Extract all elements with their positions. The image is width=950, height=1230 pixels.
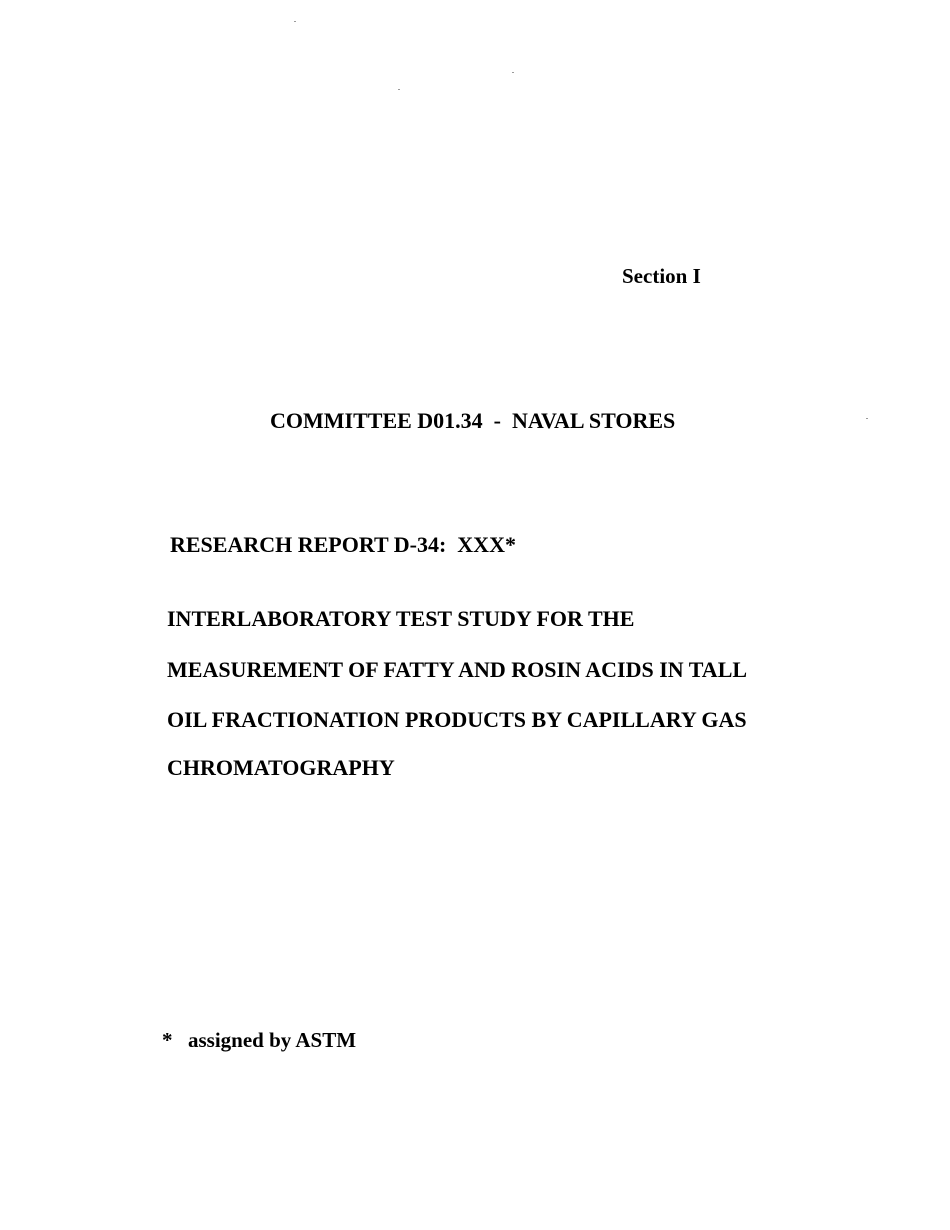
section-heading: Section I bbox=[622, 264, 701, 288]
scan-speck bbox=[512, 72, 514, 73]
report-title-line-4: CHROMATOGRAPHY bbox=[167, 755, 395, 780]
report-title-line-3: OIL FRACTIONATION PRODUCTS BY CAPILLARY GAS bbox=[167, 707, 747, 732]
research-report-number: RESEARCH REPORT D-34: XXX* bbox=[170, 532, 516, 557]
scan-speck bbox=[398, 89, 400, 90]
scan-speck bbox=[294, 21, 296, 22]
report-title-line-1: INTERLABORATORY TEST STUDY FOR THE bbox=[167, 606, 635, 631]
report-title-line-2: MEASUREMENT OF FATTY AND ROSIN ACIDS IN TALL bbox=[167, 657, 748, 682]
scan-speck bbox=[866, 418, 868, 419]
footnote-text: assigned by ASTM bbox=[188, 1028, 357, 1052]
footnote bbox=[162, 1028, 356, 1053]
footnote-marker: * bbox=[162, 1028, 173, 1052]
committee-heading: COMMITTEE D01.34 - NAVAL STORES bbox=[270, 408, 676, 433]
